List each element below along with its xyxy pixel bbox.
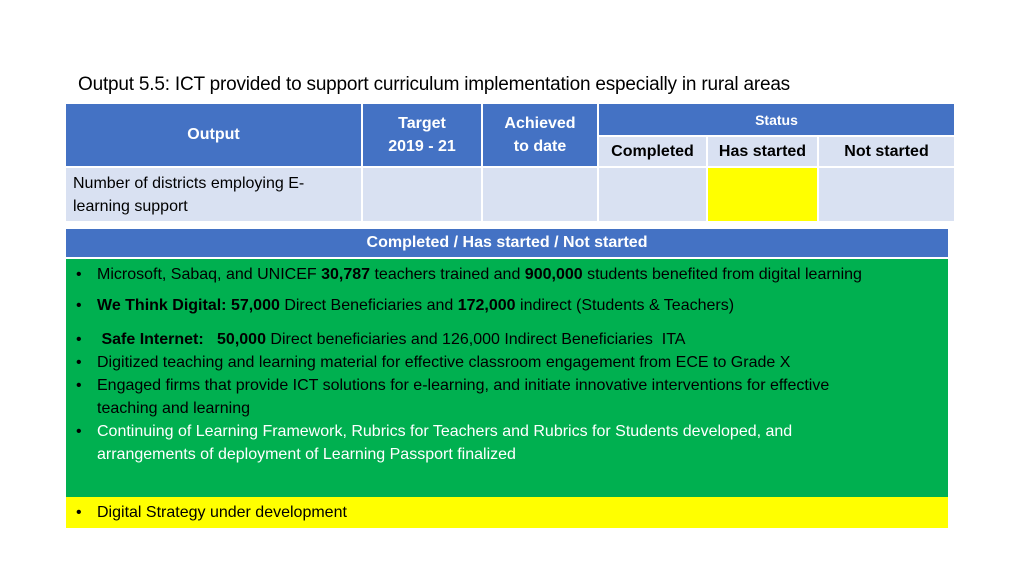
bullet-glyph: • <box>76 423 82 440</box>
list-item: • Continuing of Learning Framework, Rubrics for Teachers and Rubrics for Students developed, and arrangements of deployment of Learning Passport finalized <box>74 420 940 466</box>
row-not-started-cell <box>819 168 954 221</box>
row-output-line1: Number of districts employing E- <box>73 175 305 192</box>
achieved-header-line1: Achieved <box>504 115 576 132</box>
bullet-glyph: • <box>76 354 82 371</box>
output-header: Output <box>66 104 361 166</box>
list-item: • Safe Internet: 50,000 Direct beneficiaries and 126,000 Indirect Beneficiaries ITA <box>74 328 940 351</box>
status-table <box>66 104 954 221</box>
row-target-cell <box>363 168 481 221</box>
list-item: • Microsoft, Sabaq, and UNICEF 30,787 teachers trained and 900,000 students benefited from digital learning <box>74 263 940 286</box>
has-started-items-panel <box>66 497 948 528</box>
list-item: • Digitized teaching and learning material for effective classroom engagement from ECE to Grade X <box>74 351 940 374</box>
status-legend-header: Completed / Has started / Not started <box>66 229 948 257</box>
status-has-started-header: Has started <box>708 137 817 166</box>
row-achieved-cell <box>483 168 597 221</box>
list-item: • We Think Digital: 57,000 Direct Beneficiaries and 172,000 indirect (Students & Teachers) <box>74 294 940 317</box>
achieved-header <box>483 104 597 166</box>
bullet-glyph: • <box>76 297 82 314</box>
bullet-glyph: • <box>76 377 82 394</box>
list-item: • Digital Strategy under development <box>74 501 940 524</box>
target-header <box>363 104 481 166</box>
row-output-line2: learning support <box>73 198 188 215</box>
status-header: Status <box>599 104 954 135</box>
target-header-line1: Target <box>398 115 446 132</box>
status-not-started-header: Not started <box>819 137 954 166</box>
list-item: • Engaged firms that provide ICT solutions for e-learning, and initiate innovative interventions for effective teaching and learning <box>74 374 940 420</box>
row-completed-cell <box>599 168 706 221</box>
bullet-glyph: • <box>76 266 82 283</box>
target-header-line2: 2019 - 21 <box>388 138 456 155</box>
status-completed-header: Completed <box>599 137 706 166</box>
page-title: Output 5.5: ICT provided to support curriculum implementation especially in rural areas <box>78 74 790 95</box>
row-output-cell <box>66 168 361 221</box>
row-has-started-cell <box>708 168 817 221</box>
bullet-glyph: • <box>76 331 82 348</box>
achieved-header-line2: to date <box>513 138 567 155</box>
bullet-glyph: • <box>76 504 82 521</box>
completed-items-panel <box>66 259 948 497</box>
